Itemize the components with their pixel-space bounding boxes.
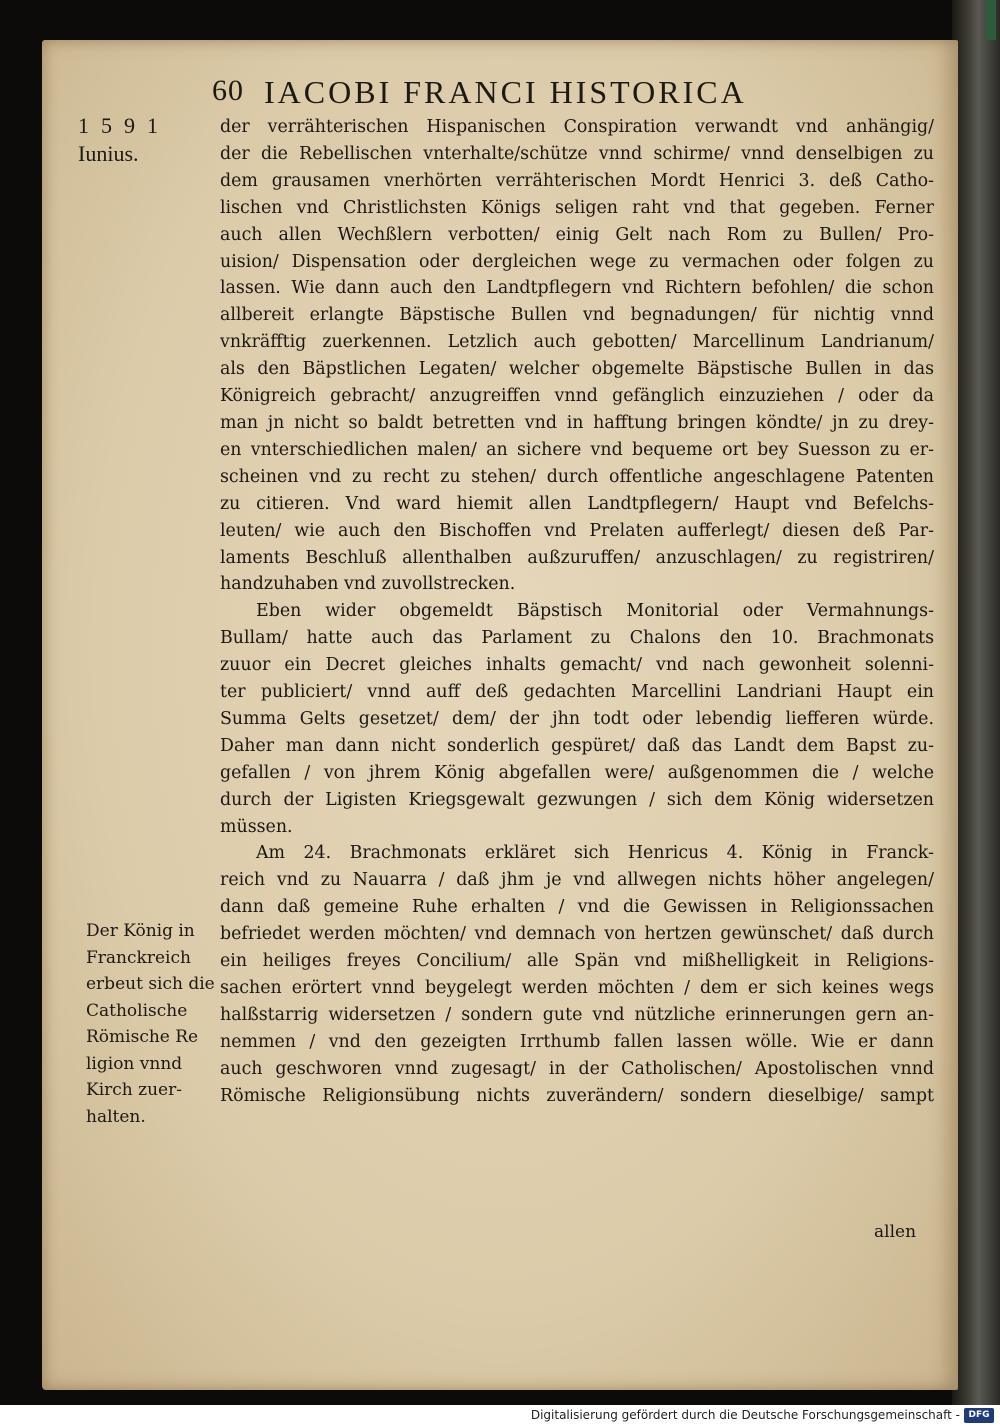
paragraph-start: Am 24. Brachmonats erkläret sich Henricus 4. König in Franck- (256, 843, 934, 864)
text-line: Summa Gelts gesetzet/ dem/ der jhn todt oder lebendig liefferen würde. (220, 708, 934, 729)
marginal-note (86, 918, 220, 1130)
marginal-note-line: ligion vnnd (86, 1053, 183, 1074)
text-line: ter publiciert/ vnnd auff deß gedachten Marcellini Landriani Haupt ein (220, 682, 934, 703)
text-line: handzuhaben vnd zuvollstrecken. (220, 574, 516, 595)
margin-month: Iunius. (78, 141, 139, 166)
funding-credit: Digitalisierung gefördert durch die Deutsche Forschungsgemeinschaft - (530, 1408, 960, 1422)
text-line: uision/ Dispensation oder dergleichen wege zu vermachen oder folgen zu (220, 251, 934, 272)
text-line: Bullam/ hatte auch das Parlament zu Chalons den 10. Brachmonats (220, 628, 934, 649)
text-line: en vnterschiedlichen malen/ an sichere vnd bequeme ort bey Suesson zu er- (220, 439, 934, 460)
text-line: Römische Religionsübung nichts zuverändern/ sondern dieselbige/ sampt (220, 1085, 934, 1106)
text-line: halßstarrig widersetzen / sondern gute vnd nützliche erinnerungen gern an- (220, 1004, 934, 1025)
running-title: IACOBI FRANCI HISTORICA (264, 74, 747, 110)
marginal-note-line: Römische Re (86, 1027, 199, 1047)
text-line: auch geschworen vnnd zugesagt/ in der Catholischen/ Apostolischen vnnd (220, 1058, 934, 1079)
text-line: der verrähterischen Hispanischen Conspiration verwandt vnd anhängig/ (220, 117, 934, 137)
text-line: zu citieren. Vnd ward hiemit allen Landtpflegern/ Haupt vnd Befelchs- (220, 493, 934, 514)
marginal-note-line: Catholische (86, 1000, 188, 1021)
marginal-note-line: halten. (86, 1106, 146, 1127)
text-line: gefallen / von jhrem König abgefallen were/ außgenommen die / welche (220, 762, 934, 783)
text-line: scheinen vnd zu recht zu stehen/ durch offentliche angeschlagene Patenten (220, 466, 934, 487)
dfg-logo: DFG (964, 1408, 994, 1423)
text-line: sachen erörtert vnnd beygelegt werden möchten / dem er sich keines wegs (220, 978, 934, 998)
text-line: zuuor ein Decret gleiches inhalts gemacht/ vnd nach gewonheit solenni- (220, 655, 934, 676)
text-line: der die Rebellischen vnterhalte/schütze vnnd schirme/ vnnd denselbigen zu (220, 143, 934, 164)
text-line: man jn nicht so baldt betretten vnd in hafftung bringen köndte/ jn zu drey- (220, 412, 934, 433)
digitization-footer (0, 1405, 1000, 1427)
running-header (212, 74, 872, 114)
text-line: dem grausamen vnerhörten verrähterischen Mordt Henrici 3. deß Catho- (220, 170, 934, 191)
marginal-note-line: Franckreich (86, 947, 191, 968)
margin-date (78, 112, 208, 168)
text-line: laments Beschluß allenthalben außzuruffen/ anzuschlagen/ zu registriren/ (220, 547, 934, 568)
text-line: auch allen Wechßlern verbotten/ einig Gelt nach Rom zu Bullen/ Pro- (220, 224, 934, 245)
book-edge (952, 0, 1000, 1405)
text-line: lischen vnd Christlichsten Königs seligen raht vnd that gegeben. Ferner (220, 197, 934, 218)
text-line: müssen. (220, 816, 293, 837)
marginal-note-line: Der König in (86, 921, 195, 941)
text-line: dann daß gemeine Ruhe erhalten / vnd die Gewissen in Religionssachen (220, 897, 934, 918)
text-line: Königreich gebracht/ anzugreiffen vnnd gefänglich einzuziehen / oder da (220, 386, 934, 407)
catchword: allen (874, 1222, 917, 1242)
text-line: allbereit erlangte Bäpstische Bullen vnd begnadungen/ für nichtig vnnd (220, 305, 934, 326)
text-line: vnkräfftig zuerkennen. Letzlich auch gebotten/ Marcellinum Landrianum/ (220, 332, 934, 353)
text-line: Daher man dann nicht sonderlich gespüret/ daß das Landt dem Bapst zu- (220, 735, 934, 756)
marginal-note-line: erbeut sich die (86, 974, 215, 994)
text-line: durch der Ligisten Kriegsgewalt gezwungen / sich dem König widersetzen (220, 789, 934, 810)
text-line: reich vnd zu Nauarra / daß jhm je vnd allwegen nichts höher angelegen/ (220, 870, 934, 891)
text-line: nemmen / vnd den gezeigten Irrthumb fallen lassen wölle. Wie er dann (220, 1031, 934, 1052)
text-line: lassen. Wie dann auch den Landtpflegern vnd Richtern befohlen/ die schon (220, 278, 934, 299)
text-line: ein heiliges freyes Concilium/ alle Spän vnd mißhelligkeit in Religions- (220, 951, 934, 972)
text-line: befriedet werden möchten/ vnd demnach von hertzen gewünschet/ daß durch (220, 924, 934, 945)
margin-year: 1591 (78, 113, 170, 138)
text-line: leuten/ wie auch den Bischoffen vnd Prelaten aufferlegt/ diesen deß Par- (220, 520, 934, 541)
paragraph-start: Eben wider obgemeldt Bäpstisch Monitorial oder Vermahnungs- (256, 601, 934, 622)
text-line: als den Bäpstlichen Legaten/ welcher obgemelte Bäpstische Bullen in das (220, 359, 934, 380)
page-number: 60 (212, 74, 244, 107)
book-edge-marker (986, 0, 996, 40)
marginal-note-line: Kirch zuer- (86, 1080, 182, 1100)
body-text (220, 114, 934, 1110)
